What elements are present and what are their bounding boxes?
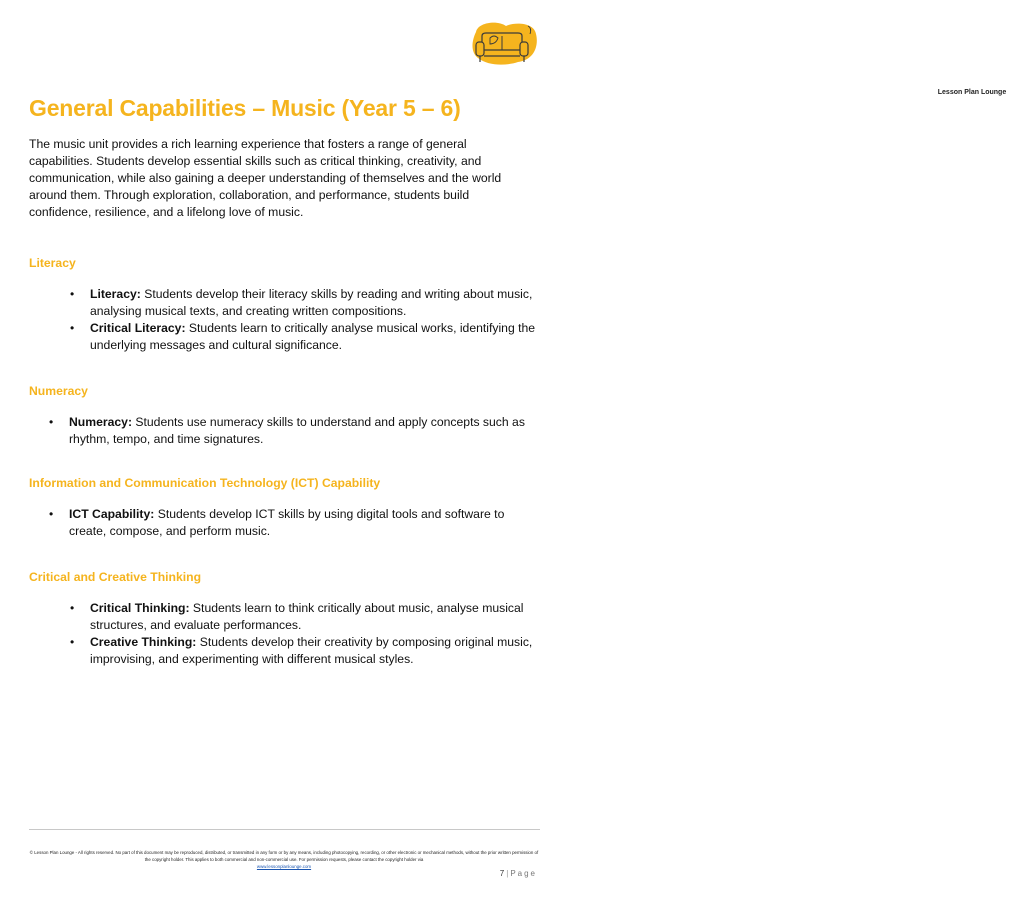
item-text: Students learn to think critically about music, analyse musical structures, and evaluate performances. [90,601,524,632]
list-item [49,506,544,540]
section-numeracy [29,383,544,448]
item-text: Students develop their creativity by composing original music, improvising, and experimenting with different musical styles. [90,635,533,666]
item-text: Students develop ICT skills by using digital tools and software to create, compose, and perform music. [69,507,505,538]
footer-divider [29,829,540,830]
bullet-icon: • [70,321,75,335]
bullet-icon: • [49,507,54,521]
page-number-value: 7 [499,869,505,878]
copyright-text: © Lesson Plan Lounge - All rights reserved. No part of this document may be reproduced, distributed, or transmitted in any form or by any means, including photocopying, recording, or other electronic or mechanical methods, without the prior written permission of the copyright holder. This applies to both commercial and non-commercial use. For permission requests, please contact the copyright holder via [29,850,539,862]
list-item [70,634,544,668]
list-item [70,286,544,320]
bullet-list [29,414,544,448]
section-ict [29,475,544,540]
item-term: Critical Thinking: [90,601,190,615]
item-term: Critical Literacy: [90,321,186,335]
section-heading: Information and Communication Technology (ICT) Capability [29,476,381,490]
website-link[interactable]: www.lessonplanlounge.com [256,864,312,869]
bullet-icon: • [70,601,75,615]
page-separator: | [506,869,509,878]
page-word: Page [510,869,537,878]
item-text: Students develop their literacy skills by reading and writing about music, analysing musical texts, and creating written compositions. [90,287,533,318]
bullet-list [29,286,544,354]
list-item [49,414,544,448]
page-title: General Capabilities – Music (Year 5 – 6) [29,95,461,121]
item-term: Literacy: [90,287,141,301]
bullet-icon: • [70,287,75,301]
footer-copyright [29,849,539,870]
intro-paragraph: The music unit provides a rich learning experience that fosters a range of general capabilities. Students develop essential skills such as critical thinking, creativity, and communication, while also gaining a deeper understanding of themselves and the world around them. Through exploration, collaboration, and performance, students build confidence, resilience, and a lifelong love of music. [29,137,502,219]
section-literacy [29,255,544,354]
bullet-list [29,506,544,540]
item-text: Students learn to critically analyse musical works, identifying the underlying messages and cultural significance. [90,321,536,352]
bullet-icon: • [49,415,54,429]
item-term: Creative Thinking: [90,635,197,649]
list-item [70,320,544,354]
bullet-list [29,600,544,668]
logo-text: Lesson Plan Lounge [937,89,1007,96]
page-number [500,869,537,878]
section-heading: Numeracy [29,384,88,398]
section-heading: Critical and Creative Thinking [29,570,202,584]
section-heading: Literacy [29,256,76,270]
lesson-plan-lounge-logo [468,20,1007,96]
bullet-icon: • [70,635,75,649]
section-critical-creative-thinking [29,569,544,668]
list-item [70,600,544,634]
item-term: ICT Capability: [69,507,155,521]
item-term: Numeracy: [69,415,132,429]
sofa-logo-icon [468,20,540,72]
item-text: Students use numeracy skills to understand and apply concepts such as rhythm, tempo, and time signatures. [69,415,525,446]
